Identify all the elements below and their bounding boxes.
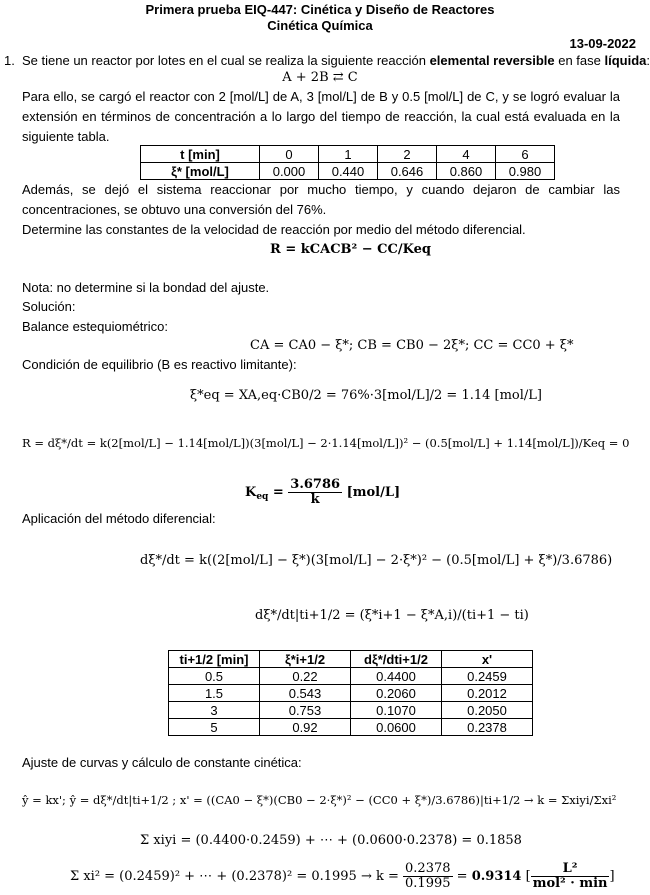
table-cell: 1.5	[169, 685, 260, 702]
sum-xy-equation: Σ xiyi = (0.4400·0.2459) + ⋯ + (0.0600·0.2378) = 0.1858	[140, 833, 522, 848]
table-cell: 0.000	[260, 163, 319, 180]
table-row	[169, 685, 533, 702]
table-cell: 0.2050	[442, 702, 533, 719]
keq-result: $K_{eq}$ = $\frac{3.6786}{k}$ [mol/L]	[245, 477, 401, 507]
table-row	[169, 668, 533, 685]
table-cell: 0.2459	[442, 668, 533, 685]
differential-table	[168, 650, 533, 736]
table-cell: 4	[437, 146, 496, 163]
xi-eq-equation: ξ*eq = XA,eq·CB0/2 = 76%·3[mol/L]/2 = 1.14 [mol/L]	[190, 388, 542, 403]
table-cell: 3	[169, 702, 260, 719]
stoich-equation: CA = CA0 − ξ*; CB = CB0 − 2ξ*; CC = CC0 + ξ*	[250, 338, 574, 353]
r-equilibrium-equation: R = dξ*/dt = k(2[mol/L] − 1.14[mol/L])(3[mol/L] − 2·1.14[mol/L])² − (0.5[mol/L] + 1.14[mol/L])/Keq = 0	[22, 436, 630, 450]
table-cell: 0.753	[260, 702, 351, 719]
table-header: ξ*i+1/2	[260, 651, 351, 668]
table-cell: 0.22	[260, 668, 351, 685]
table-cell: 0.646	[378, 163, 437, 180]
table-cell: 0	[260, 146, 319, 163]
problem-number: 1.	[4, 53, 15, 68]
table-cell: 6	[496, 146, 555, 163]
table-header: ti+1/2 [min]	[169, 651, 260, 668]
sum-x2-equation: Σ xi² = (0.2459)² + ⋯ + (0.2378)² = 0.1995 → k = $\frac{0.2378}{0.1995}$ = 0.9314 [ $\frac{\text{L²}}{\text{mol² · min}}$ ]	[70, 861, 615, 891]
table-cell: 0.2012	[442, 685, 533, 702]
solution-label: Solución:	[22, 299, 76, 314]
note-text: Nota: no determine si la bondad del ajuste.	[22, 280, 270, 295]
fit-equation: ŷ = kx'; ŷ = dξ*/dt|ti+1/2 ; x' = ((CA0 − ξ*)(CB0 − 2·ξ*)² − (CC0 + ξ*)/3.6786)|ti+1/2 → k = Σxiyi/Σxi²	[22, 793, 617, 807]
table-header: x'	[442, 651, 533, 668]
table-cell: 2	[378, 146, 437, 163]
paragraph-intro: Para ello, se cargó el reactor con 2 [mol/L] de A, 3 [mol/L] de B y 0.5 [mol/L] de C, y se logró evaluar la extensión en términos de concentración a lo largo del tiempo de reacción, la cual está evaluada en la siguiente tabla.	[22, 89, 620, 144]
table-row	[169, 702, 533, 719]
table-cell: 0.5	[169, 668, 260, 685]
table-cell: 0.980	[496, 163, 555, 180]
document-subtitle: Cinética Química	[267, 18, 373, 33]
table-header: dξ*/dti+1/2	[351, 651, 442, 668]
equilibrium-label: Condición de equilibrio (B es reactivo limitante):	[22, 357, 297, 372]
table-cell: 0.2378	[442, 719, 533, 736]
table-cell: 0.543	[260, 685, 351, 702]
table-cell: 0.92	[260, 719, 351, 736]
differential-equation: dξ*/dt = k((2[mol/L] − ξ*)(3[mol/L] − 2·ξ*)² − (0.5[mol/L] + ξ*)/3.6786)	[140, 553, 613, 568]
table-cell: 0.4400	[351, 668, 442, 685]
table-cell: ξ* [mol/L]	[141, 163, 260, 180]
table-cell: t [min]	[141, 146, 260, 163]
table-cell: 0.440	[319, 163, 378, 180]
document-title: Primera prueba EIQ-447: Cinética y Diseño de Reactores	[145, 2, 495, 17]
table-cell: 0.1070	[351, 702, 442, 719]
table-row	[169, 719, 533, 736]
paragraph-task: Determine las constantes de la velocidad de reacción por medio del método diferencial.	[22, 222, 526, 237]
method-label: Aplicación del método diferencial:	[22, 511, 216, 526]
table-row	[141, 163, 555, 180]
derivative-equation: dξ*/dt|ti+1/2 = (ξ*i+1 − ξ*A,i)/(ti+1 − ti)	[255, 608, 529, 623]
data-table	[140, 145, 555, 180]
table-cell: 0.0600	[351, 719, 442, 736]
paragraph-equilibrium: Además, se dejó el sistema reaccionar por mucho tiempo, y cuando dejaron de cambiar las concentraciones, se obtuvo una conversión del 76%.	[22, 182, 620, 217]
balance-label: Balance estequiométrico:	[22, 319, 168, 334]
table-row	[141, 146, 555, 163]
fit-label: Ajuste de curvas y cálculo de constante cinética:	[22, 755, 302, 770]
problem-line1: Se tiene un reactor por lotes en el cual se realiza la siguiente reacción elemental reversible en fase líquida:	[22, 53, 650, 68]
reaction-equation: A + 2B ⇄ C	[282, 70, 358, 85]
table-cell: 5	[169, 719, 260, 736]
table-cell: 0.860	[437, 163, 496, 180]
table-cell: 1	[319, 146, 378, 163]
table-cell: 0.2060	[351, 685, 442, 702]
rate-equation: R = kCACB² − CC/Keq	[270, 242, 431, 257]
document-date: 13-09-2022	[569, 36, 636, 51]
table-row	[169, 651, 533, 668]
